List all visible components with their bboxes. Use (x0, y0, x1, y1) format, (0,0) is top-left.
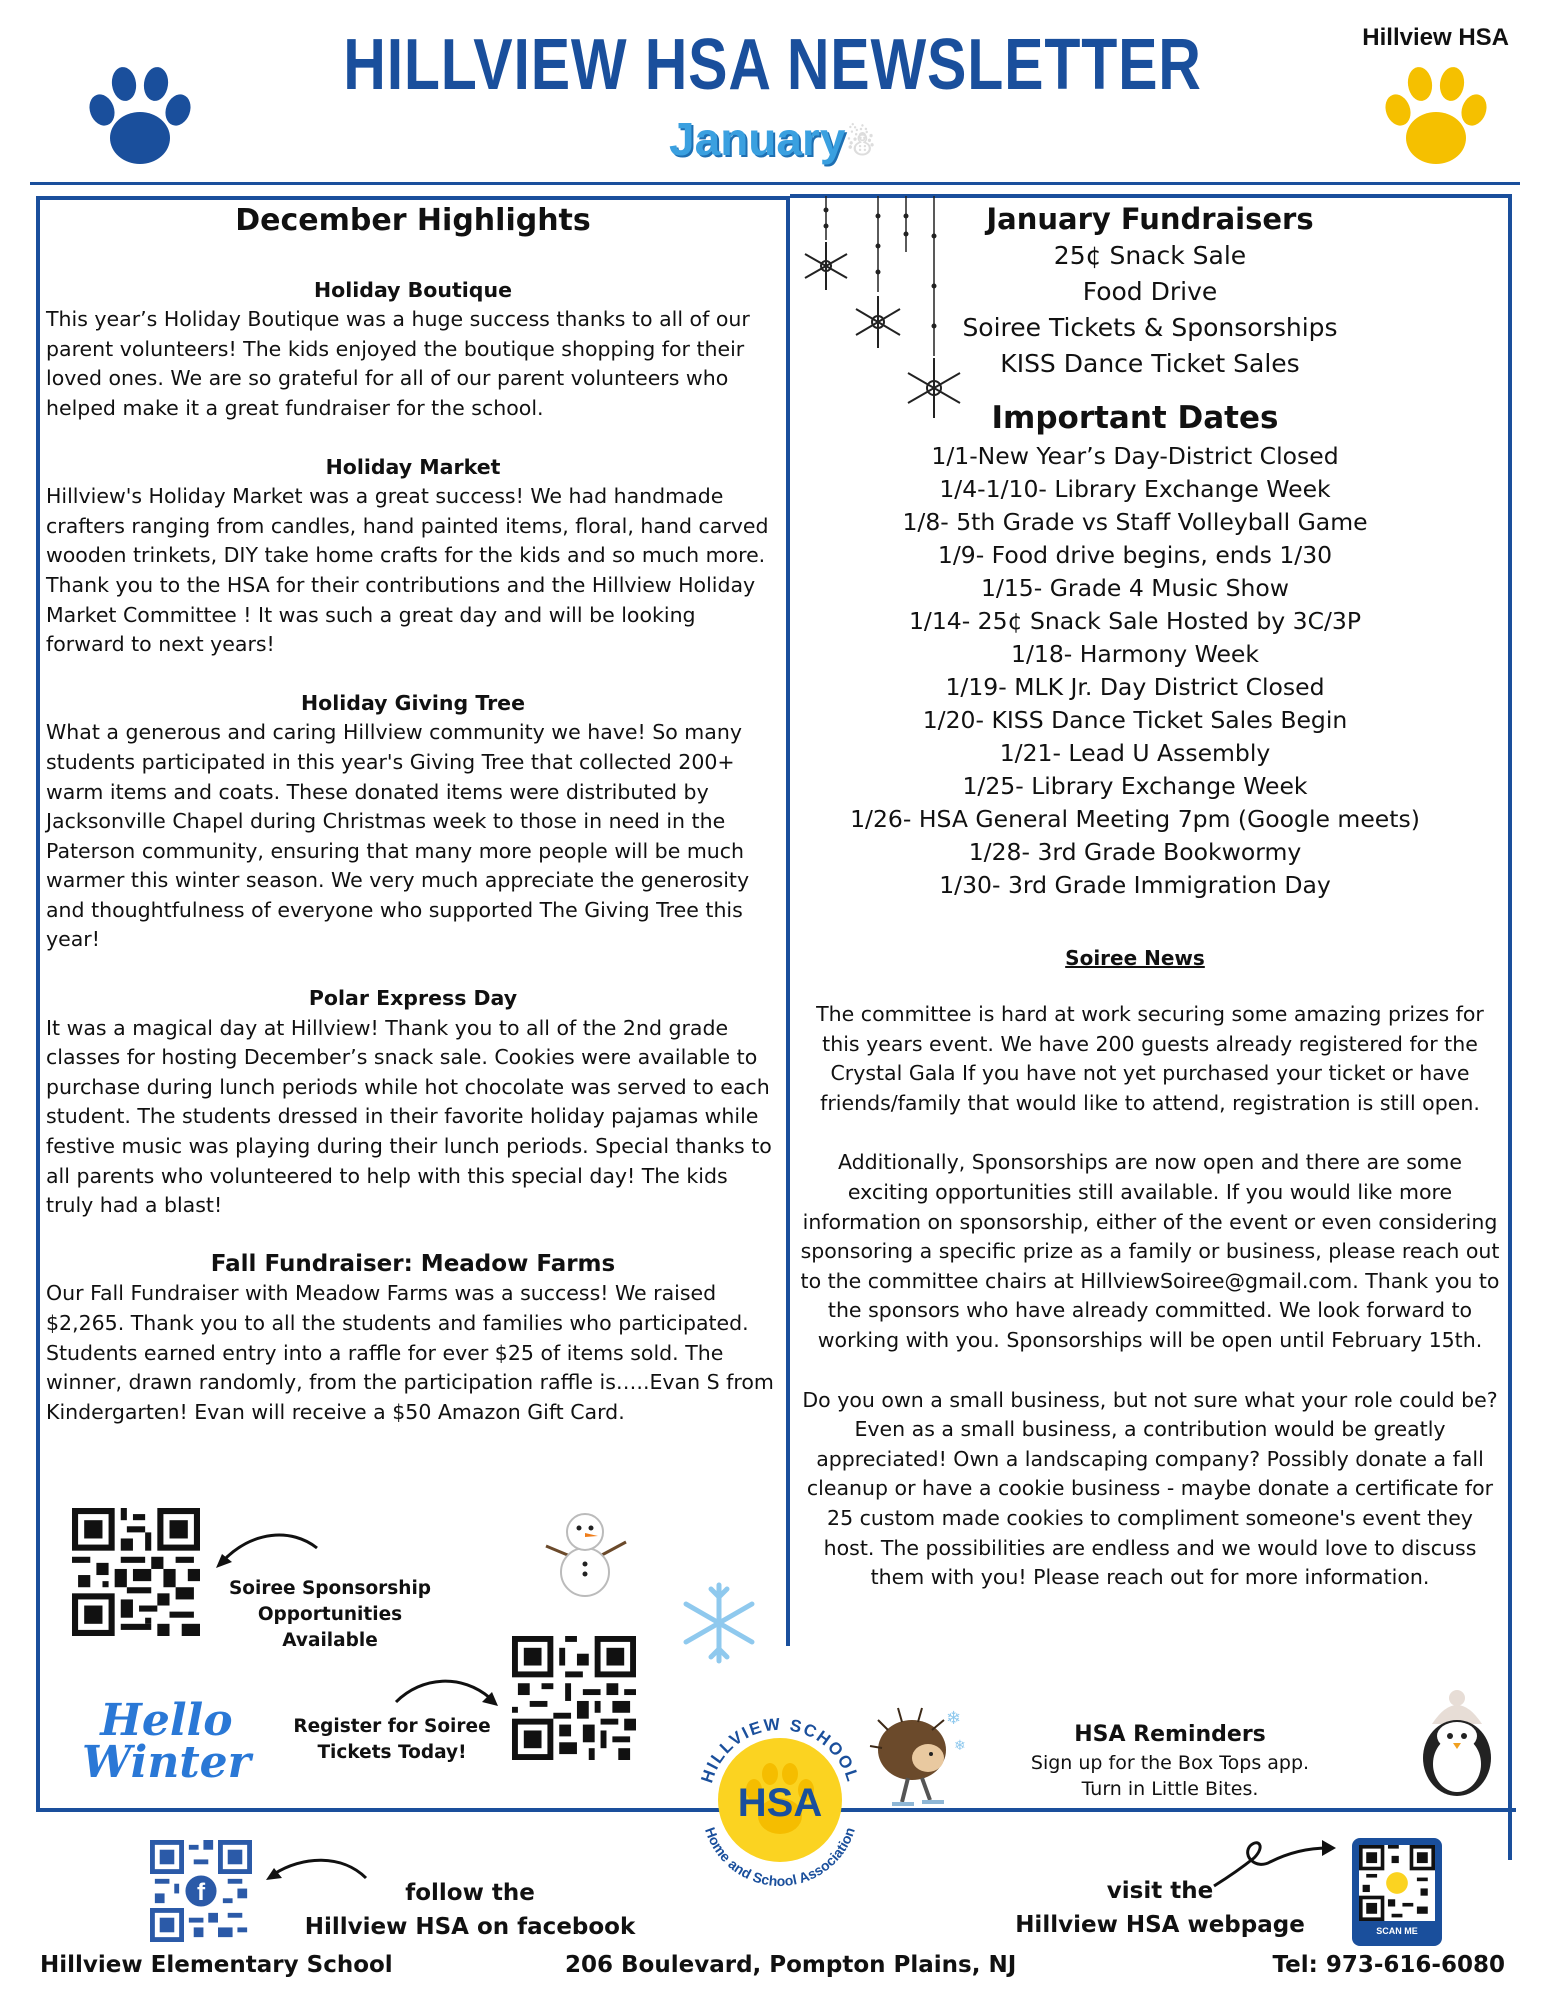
hsa-logo (680, 1700, 880, 1900)
soiree-paragraph: Additionally, Sponsorships are now open and there are some exciting opportunities still available. If you would like more information on sponsorship, either of the event or even considering sponsoring a specific prize as a family or business, please reach out to the committee chairs at HillviewSoiree@gmail.com. Thank you to the sponsors who have already committed. We look forward to working with you. Sponsorships will be open until February 15th. (800, 1150, 1500, 1352)
school-address: 206 Boulevard, Pompton Plains, NJ (565, 1952, 1017, 1978)
date-item: 1/30- 3rd Grade Immigration Day (939, 871, 1331, 899)
snowman-icon (540, 1498, 630, 1598)
section-body: What a generous and caring Hillview community we have! So many students participated in this year's Giving Tree that collected 200+ warm items and coats. These donated items were distributed by Jacksonville Chapel during Christmas week to those in need in the Paterson community, ensuring that many more people will be much warmer this winter season. We very much appreciate the generosity and thoughtfulness of everyone who supported The Giving Tree this year! (46, 720, 750, 952)
section-body: This year’s Holiday Boutique was a huge success thanks to all of our parent volunteers! The kids enjoyed the boutique shopping for their loved ones. We are so grateful for all of our parent volunteers who helped make it a great fundraiser for the school. (46, 307, 750, 420)
section-title: Holiday Boutique (314, 277, 512, 302)
tickets-qr-label: Register for Soiree Tickets Today! (293, 1716, 491, 1763)
webpage-qr-card[interactable] (1352, 1838, 1442, 1946)
fundraisers-list (800, 238, 1500, 382)
sponsorship-qr-code[interactable] (72, 1508, 200, 1636)
section-title: Polar Express Day (308, 986, 518, 1011)
snowman-mini-icon: ☃ (845, 125, 876, 163)
section-body: Our Fall Fundraiser with Meadow Farms was a success! We raised $2,265. Thank you to all the students and families who participated. Students earned entry into a raffle for ever $25 of items sold. The winner, drawn randomly, from the participation raffle is…..Evan S from Kindergarten! Evan will receive a $50 Amazon Gift Card. (46, 1281, 774, 1424)
december-highlights (46, 200, 780, 1456)
date-item: 1/19- MLK Jr. Day District Closed (945, 673, 1325, 701)
webpage-qr-code[interactable] (1359, 1845, 1435, 1921)
hedgehog-skater-icon (868, 1700, 968, 1820)
reminder-item: Turn in Little Bites. (1081, 1778, 1259, 1800)
svg-text:❄: ❄ (954, 1738, 966, 1754)
follow-line2: Hillview HSA on facebook (304, 1914, 636, 1940)
hello-winter-line2: Winter (82, 1737, 251, 1788)
soiree-paragraph: Do you own a small business, but not sure what your role could be? Even as a small business, a contribution would be greatly appreciated! Own a landscaping company? Possibly donate a fall cleanup or have a cookie business - maybe donate a certificate for 25 custom made cookies to compliment someone's event they host. The possibilities are endless and we would love to discuss them with you! Please reach out for more information. (802, 1387, 1498, 1590)
scan-me-label: SCAN ME (1376, 1926, 1418, 1936)
facebook-qr-code[interactable] (150, 1840, 252, 1942)
important-dates-list (770, 440, 1500, 902)
paw-print-blue-icon (80, 62, 200, 172)
school-name: Hillview Elementary School (40, 1952, 393, 1978)
section-body: It was a magical day at Hillview! Thank you to all of the 2nd grade classes for hosting December’s snack sale. Cookies were available to purchase during lunch periods while hot chocolate was served to each student. The students dressed in their favorite holiday pajamas while festive music was playing during their lunch periods. Special thanks to all parents who volunteered to help with this special day! The kids truly had a blast! (46, 1015, 772, 1218)
soiree-paragraph: The committee is hard at work securing some amazing prizes for this years event. We have 200 guests already registered for the Crystal Gala If you have not yet purchased your ticket or have friends/family that would like to attend, registration is still open. (816, 1002, 1484, 1115)
hsa-logo-ring-bottom: Home and School Association (702, 1825, 858, 1890)
hsa-logo-ring-top: HILLVIEW SCHOOL (697, 1714, 863, 1786)
hsa-reminders (960, 1722, 1380, 1802)
visit-line1: visit the (1106, 1878, 1214, 1904)
date-item: 1/21- Lead U Assembly (999, 739, 1271, 767)
fundraiser-item: KISS Dance Ticket Sales (1000, 349, 1300, 378)
paw-print-yellow-icon (1376, 62, 1496, 172)
date-item: 1/9- Food drive begins, ends 1/30 (937, 541, 1333, 569)
section-title: Holiday Giving Tree (301, 690, 525, 715)
date-item: 1/1-New Year’s Day-District Closed (931, 442, 1339, 470)
month-label: January (669, 113, 846, 165)
school-telephone: Tel: 973-616-6080 (1272, 1952, 1505, 1978)
date-item: 1/20- KISS Dance Ticket Sales Begin (922, 706, 1348, 734)
penguin-icon (1412, 1690, 1502, 1800)
svg-text:❄: ❄ (946, 1708, 962, 1729)
date-item: 1/26- HSA General Meeting 7pm (Google meets) (850, 805, 1420, 833)
month-banner (0, 112, 1545, 166)
facebook-follow-text (300, 1876, 640, 1944)
visit-line2: Hillview HSA webpage (1015, 1912, 1305, 1938)
loop-arrow-right-icon (1210, 1836, 1340, 1892)
december-highlights-heading: December Highlights (235, 203, 591, 238)
right-frame-side (1508, 194, 1512, 1860)
sponsorship-qr-label: Soiree Sponsorship Opportunities Available (228, 1578, 432, 1651)
snowflake-icon (676, 1580, 762, 1666)
reminder-item: Sign up for the Box Tops app. (1030, 1752, 1310, 1774)
fundraiser-item: Food Drive (1082, 277, 1218, 306)
important-dates-title: Important Dates (991, 400, 1279, 436)
org-label: Hillview HSA (1362, 24, 1509, 51)
date-item: 1/4-1/10- Library Exchange Week (939, 475, 1331, 503)
soiree-news-title: Soiree News (1065, 946, 1205, 970)
svg-text:f: f (196, 1879, 206, 1907)
left-frame-side (36, 196, 40, 1812)
fundraiser-item: Soiree Tickets & Sponsorships (962, 313, 1338, 342)
reminders-title: HSA Reminders (1074, 1722, 1266, 1747)
date-item: 1/18- Harmony Week (1011, 640, 1259, 668)
right-column (800, 200, 1500, 1623)
hello-winter-line1: Hello (100, 1695, 233, 1746)
curved-arrow-left-icon (212, 1528, 322, 1576)
date-item: 1/8- 5th Grade vs Staff Volleyball Game (902, 508, 1368, 536)
follow-line1: follow the (405, 1880, 535, 1906)
newsletter-title: HILLVIEW HSA NEWSLETTER (343, 25, 1202, 105)
hello-winter-graphic (82, 1695, 251, 1788)
section-title: Holiday Market (325, 454, 501, 479)
date-item: 1/28- 3rd Grade Bookwormy (968, 838, 1302, 866)
tickets-qr-code[interactable] (512, 1636, 636, 1760)
fundraisers-title: January Fundraisers (986, 202, 1314, 236)
soiree-news-body (800, 1000, 1500, 1593)
date-item: 1/14- 25¢ Snack Sale Hosted by 3C/3P (908, 607, 1362, 635)
section-title: Fall Fundraiser: Meadow Farms (210, 1250, 616, 1277)
curved-arrow-right-icon (392, 1672, 502, 1716)
header-divider (30, 182, 1520, 185)
date-item: 1/15- Grade 4 Music Show (980, 574, 1289, 602)
hsa-logo-center: HSA (737, 1781, 823, 1825)
fundraiser-item: 25¢ Snack Sale (1053, 241, 1247, 270)
date-item: 1/25- Library Exchange Week (962, 772, 1308, 800)
section-body: Hillview's Holiday Market was a great success! We had handmade crafters ranging from candles, hand painted items, floral, hand carved wooden trinkets, DIY take home crafts for the kids and so much more. Thank you to the HSA for their contributions and the Hillview Holiday Market Committee ! It was such a great day and will be looking forward to next years! (46, 484, 769, 657)
